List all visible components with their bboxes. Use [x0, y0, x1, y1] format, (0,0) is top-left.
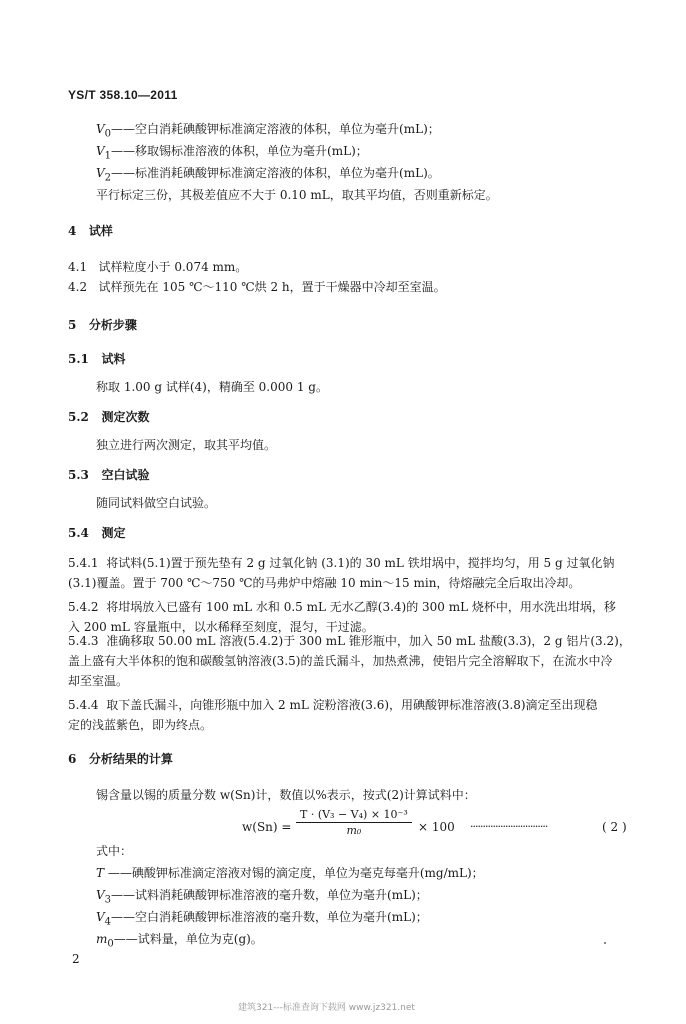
para-5-4-2-line-1: 5.4.2 将坩埚放入已盛有 100 mL 水和 0.5 mL 无水乙醇(3.4)的 300 mL 烧杯中，用水洗出坩埚，移 [68, 600, 616, 614]
para-5-4-3-line-3: 却至室温。 [68, 674, 129, 688]
para-5-4-1-line-1: 5.4.1 将试料(5.1)置于预先垫有 2 g 过氧化钠 (3.1)的 30 mL 铁坩埚中，搅拌均匀，用 5 g 过氧化钠 [68, 556, 615, 570]
section-5-3-body: 随同试料做空白试验。 [96, 496, 217, 510]
section-5-2-heading: 5.2 测定次数 [68, 410, 150, 424]
para-5-4-3-line-1: 5.4.3 准确移取 50.00 mL 溶液(5.4.2)于 300 mL 锥形瓶中，加入 50 mL 盐酸(3.3)，2 g 铝片(3.2)， [68, 634, 631, 648]
formula-lhs: w(Sn) = [242, 820, 292, 834]
definition-v0: $V_0——$空白消耗碘酸钾标准滴定溶液的体积，单位为毫升(mL)； [96, 122, 440, 140]
section-4-heading: 4 试样 [68, 224, 113, 238]
section-5-2-body: 独立进行两次测定，取其平均值。 [96, 438, 277, 452]
para-5-4-3-line-2: 盖上盛有大半体积的饱和碳酸氢钠溶液(3.5)的盖氏漏斗，加热煮沸，使铝片完全溶解取下，在流水中冷 [68, 654, 613, 668]
item-4-1: 4.1 试样粒度小于 0.074 mm。 [68, 260, 248, 274]
definition-t: T ——碘酸钾标准滴定溶液对锡的滴定度，单位为毫克每毫升(mg/mL)； [96, 866, 484, 880]
section-6-heading: 6 分析结果的计算 [68, 752, 173, 766]
item-4-2: 4.2 试样预先在 105 ℃～110 ℃烘 2 h，置于干燥器中冷却至室温。 [68, 280, 446, 294]
page-number: 2 [72, 952, 80, 966]
para-5-4-4-line-2: 定的浅蓝紫色，即为终点。 [68, 718, 213, 732]
section-5-1-heading: 5.1 试料 [68, 352, 126, 366]
para-5-4-4-line-1: 5.4.4 取下盖氏漏斗，向锥形瓶中加入 2 mL 淀粉溶液(3.6)，用碘酸钾标准溶液(3.8)滴定至出现稳 [68, 698, 598, 712]
definition-v1: $V_1——$移取锡标准溶液的体积，单位为毫升(mL)； [96, 144, 368, 162]
para-5-4-2-line-2: 入 200 mL 容量瓶中，以水稀释至刻度，混匀，干过滤。 [68, 620, 374, 634]
section-5-4-heading: 5.4 测定 [68, 526, 126, 540]
definition-v4: $V_4——$空白消耗碘酸钾标准溶液的毫升数，单位为毫升(mL)； [96, 910, 428, 928]
para-5-4-1-line-2: (3.1)覆盖。置于 700 ℃～750 ℃的马弗炉中熔融 10 min～15 min，待熔融完全后取出冷却。 [68, 576, 581, 590]
calibration-note: 平行标定三份，其极差值应不大于 0.10 mL，取其平均值，否则重新标定。 [96, 188, 498, 202]
where-label: 式中： [96, 844, 133, 858]
formula-fraction [296, 808, 412, 837]
definition-m0: $m_0——$试料量，单位为克(g)。 [96, 932, 263, 950]
speck [604, 942, 606, 944]
formula-numerator: T · (V₃ − V₄) × 10⁻³ [296, 808, 412, 823]
definition-v3: $V_3——$试料消耗碘酸钾标准溶液的毫升数，单位为毫升(mL)； [96, 888, 428, 906]
formula-leader: ······························· [470, 820, 548, 833]
formula-denominator: m₀ [346, 824, 362, 837]
formula-equation-number: ( 2 ) [602, 820, 627, 834]
standard-code: YS/T 358.10—2011 [68, 88, 178, 102]
footer-watermark: 建筑321---标准查询下载网 www.jz321.net [238, 1003, 415, 1013]
section-5-1-body: 称取 1.00 g 试样(4)，精确至 0.000 1 g。 [96, 380, 328, 394]
section-6-intro: 锡含量以锡的质量分数 w(Sn)计，数值以%表示，按式(2)计算试料中： [96, 788, 476, 802]
section-5-heading: 5 分析步骤 [68, 318, 137, 332]
definition-v2: $V_2——$标准消耗碘酸钾标准滴定溶液的体积，单位为毫升(mL)。 [96, 166, 440, 184]
section-5-3-heading: 5.3 空白试验 [68, 468, 150, 482]
formula-factor: × 100 [418, 820, 455, 834]
